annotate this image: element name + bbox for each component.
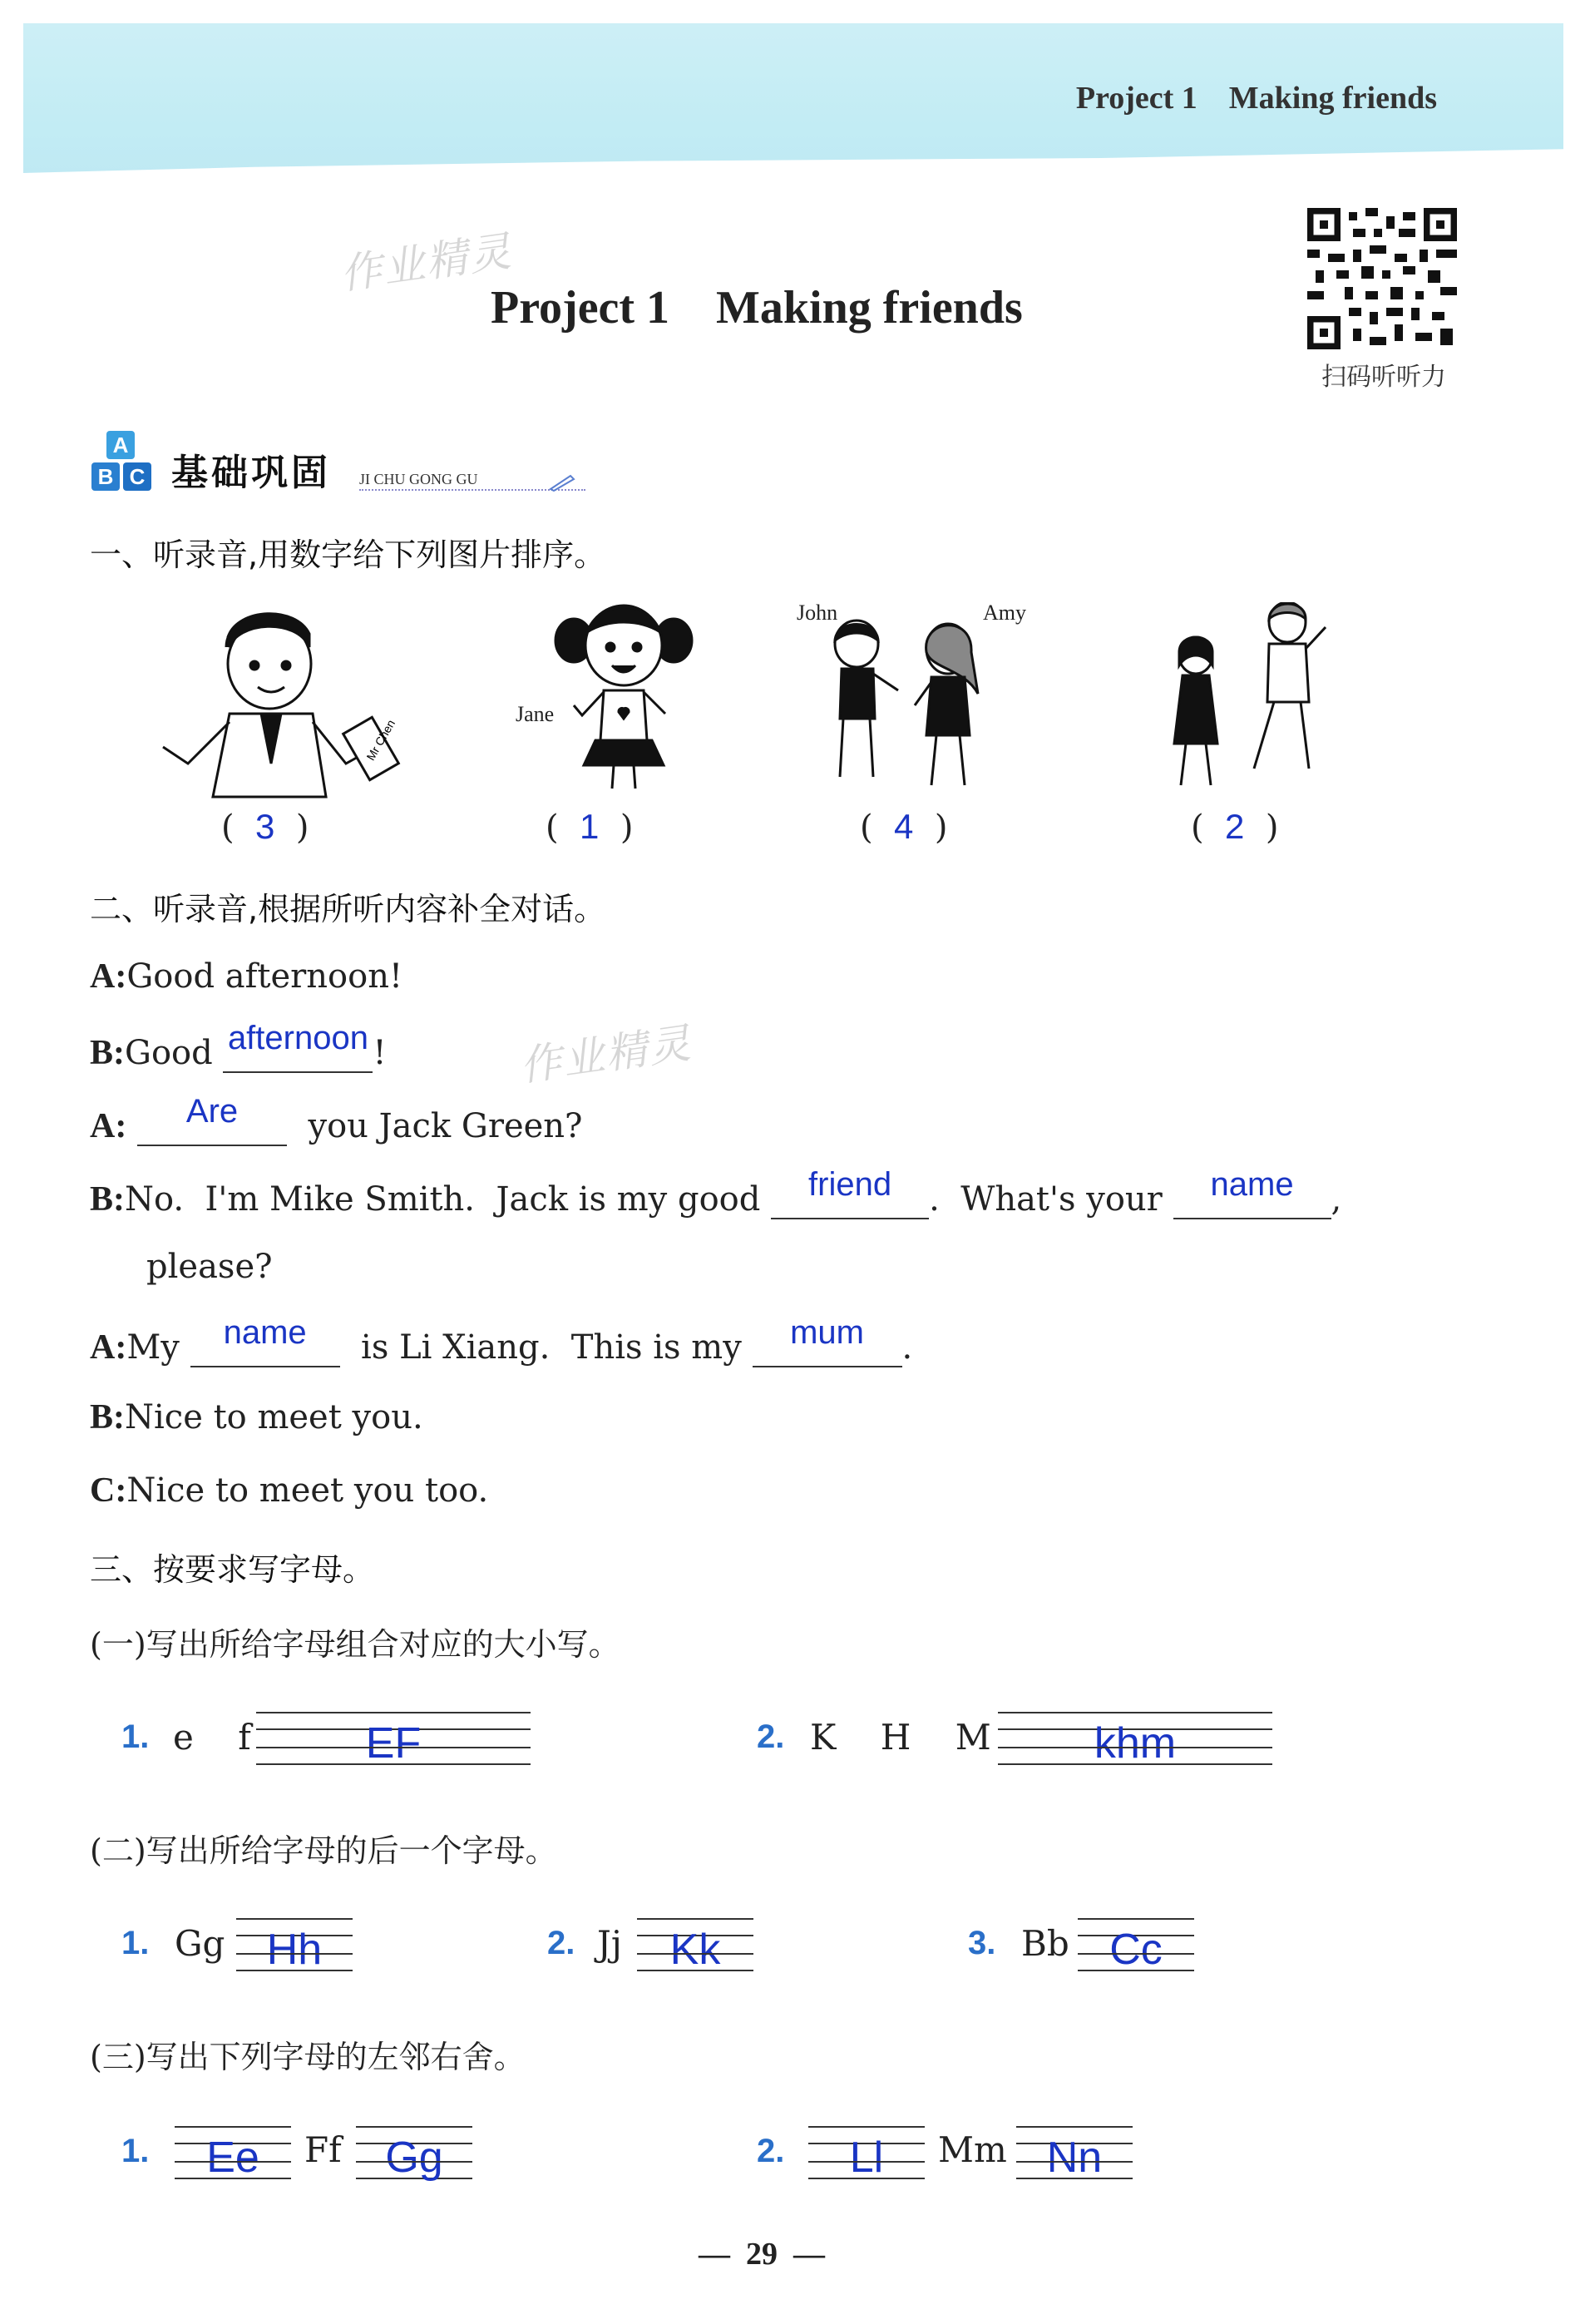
letter-item: 1.	[121, 1925, 150, 1961]
dialogue-line: B:No. I'm Mike Smith. Jack is my good friend . What's your name ,	[90, 1166, 1342, 1219]
letter-item: 3.	[968, 1925, 996, 1961]
dialogue-line: please?	[146, 1248, 273, 1286]
q3-heading: 三、按要求写字母。	[90, 1551, 375, 1588]
svg-text:Mr Chen: Mr Chen	[363, 717, 398, 763]
section-pinyin: JI CHU GONG GU	[359, 471, 478, 487]
answer-blank[interactable]: Are	[137, 1101, 287, 1146]
answer-blank[interactable]: afternoon	[223, 1028, 373, 1073]
writing-lines[interactable]: Nn	[1016, 2126, 1133, 2179]
answer-blank[interactable]: friend	[771, 1174, 929, 1219]
answer-blank[interactable]: name	[1173, 1174, 1331, 1219]
given-letters: Ff	[304, 2129, 342, 2170]
label-jane: Jane	[516, 702, 555, 726]
answer-paren[interactable]: ( 1 )	[546, 807, 634, 847]
answer-paren[interactable]: ( 3 )	[221, 807, 309, 847]
letter-item: 1.	[121, 1718, 150, 1755]
qr-code-icon[interactable]	[1307, 208, 1457, 349]
watermark: 作业精灵	[516, 1018, 695, 1091]
watermark: 作业精灵	[337, 226, 516, 299]
writing-lines[interactable]: Kk	[637, 1918, 753, 1971]
letter-item: 2.	[757, 2133, 785, 2169]
given-letters: e f	[173, 1717, 251, 1758]
answer-paren[interactable]: ( 2 )	[1191, 807, 1279, 847]
answer-paren[interactable]: ( 4 )	[860, 807, 948, 847]
label-amy: Amy	[983, 601, 1026, 625]
q3-part1-heading: (一)写出所给字母组合对应的大小写。	[90, 1626, 620, 1663]
qr-label: 扫码听听力	[1321, 363, 1446, 392]
answer-blank[interactable]: name	[190, 1323, 340, 1367]
given-letters: K H M	[810, 1717, 991, 1758]
q2-heading: 二、听录音,根据所听内容补全对话。	[90, 891, 606, 927]
q1-heading: 一、听录音,用数字给下列图片排序。	[90, 536, 606, 573]
given-letters: Jj	[597, 1923, 622, 1964]
pencil-icon	[549, 472, 582, 492]
boy-illustration	[155, 597, 404, 802]
john-amy-illustration	[823, 619, 1006, 797]
writing-lines[interactable]: Ee	[175, 2126, 291, 2179]
section-title: 基础巩固	[171, 452, 331, 494]
kids-walking-illustration	[1163, 602, 1329, 799]
page-number: — 29 —	[699, 2237, 825, 2272]
dialogue-line: A: Are you Jack Green?	[90, 1093, 583, 1145]
writing-lines[interactable]: Hh	[236, 1918, 353, 1971]
dialogue-line: A:My name is Li Xiang. This is my mum .	[90, 1314, 913, 1367]
q3-part2-heading: (二)写出所给字母的后一个字母。	[90, 1832, 557, 1869]
dialogue-line: C:Nice to meet you too.	[90, 1471, 489, 1510]
dialogue-line: A:Good afternoon!	[90, 957, 403, 996]
girl-jane-illustration	[549, 599, 699, 799]
writing-lines[interactable]: EF	[256, 1712, 531, 1765]
writing-lines[interactable]: Cc	[1078, 1918, 1194, 1971]
label-john: John	[797, 601, 838, 625]
given-letters: Gg	[175, 1923, 225, 1964]
letter-item: 2.	[547, 1925, 575, 1961]
answer-blank[interactable]: mum	[753, 1323, 902, 1367]
given-letters: Mm	[938, 2129, 1007, 2170]
running-header: Project 1 Making friends	[1075, 81, 1437, 116]
writing-lines[interactable]: khm	[998, 1712, 1272, 1765]
dialogue-line: B:Nice to meet you.	[90, 1398, 423, 1436]
q3-part3-heading: (三)写出下列字母的左邻右舍。	[90, 2039, 526, 2075]
letter-item: 2.	[757, 1718, 785, 1755]
writing-lines[interactable]: Gg	[356, 2126, 472, 2179]
dialogue-line: B:Good afternoon !	[90, 1020, 387, 1072]
given-letters: Bb	[1021, 1923, 1069, 1964]
letter-item: 1.	[121, 2133, 150, 2169]
abc-badge-icon: A B C	[90, 431, 155, 492]
writing-lines[interactable]: Ll	[808, 2126, 925, 2179]
page-title: Project 1 Making friends	[491, 282, 1023, 334]
